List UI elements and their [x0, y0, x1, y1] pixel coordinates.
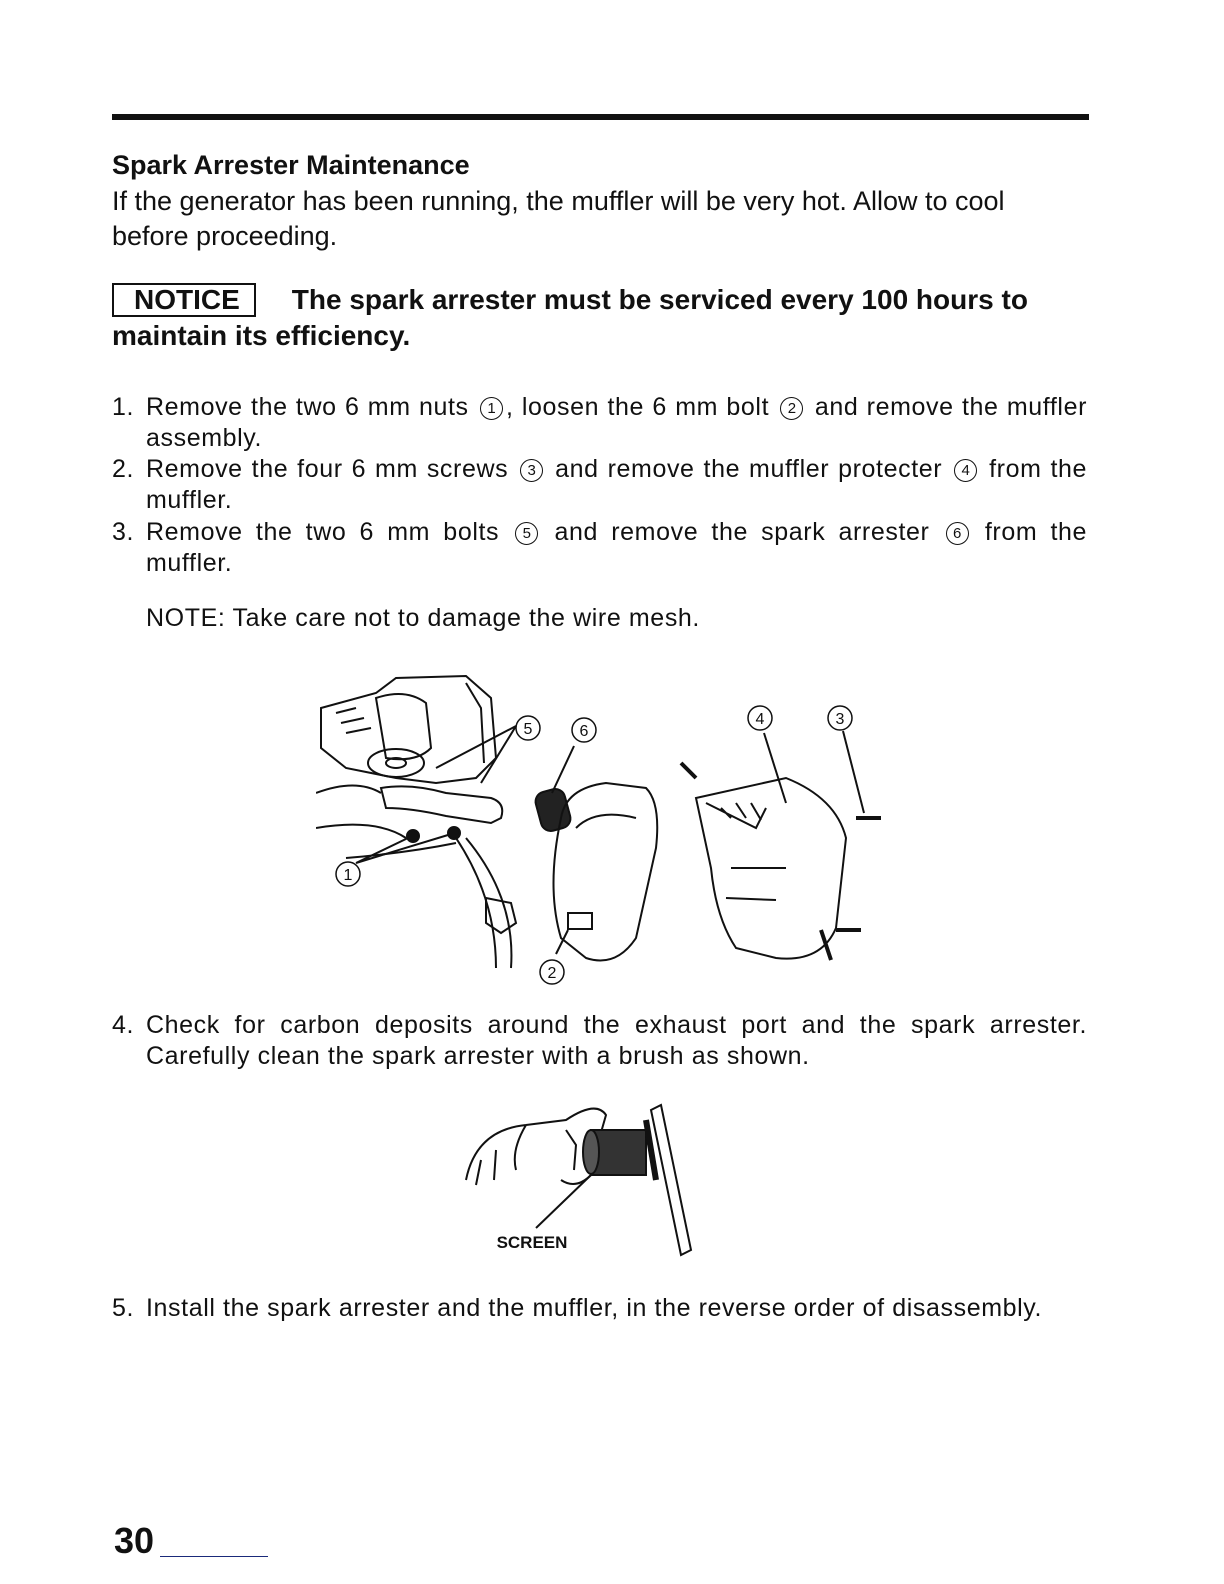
intro-paragraph: If the generator has been running, the muffler will be very hot. Allow to cool before proceeding. [112, 186, 1005, 251]
nut [407, 830, 419, 842]
muffler-disassembly-figure [316, 668, 916, 998]
figure-callout-1: 1 [343, 867, 353, 884]
screen-label: SCREEN [496, 1233, 568, 1252]
step-number: 2. [112, 455, 135, 483]
top-rule [112, 114, 1089, 120]
screw [821, 930, 831, 960]
figure-callout-3: 3 [835, 711, 845, 728]
page-number: 30 [114, 1520, 155, 1561]
exhaust-flange [368, 749, 424, 777]
figure-callout-2: 2 [547, 965, 557, 982]
figure-callout-5: 5 [523, 721, 533, 738]
step-number: 3. [112, 518, 135, 546]
step-number: 4. [112, 1011, 135, 1039]
step-3 [112, 517, 1087, 579]
brush-cleaning-figure [456, 1090, 716, 1260]
step-text: Install the spark arrester and the muffler, in the reverse order of disassembly. [146, 1294, 1043, 1322]
screw [681, 763, 696, 778]
notice-block [112, 282, 1087, 354]
section-title: Spark Arrester Maintenance [112, 150, 470, 180]
callout-1: 1 [480, 397, 503, 420]
notice-label: NOTICE [112, 283, 256, 317]
page-number-rule [160, 1556, 268, 1557]
step-text: Check for carbon deposits around the exhaust port and the spark arrester. Carefully clean the spark arrester with a brush as shown. [146, 1011, 1087, 1070]
brush [651, 1105, 691, 1255]
step-5 [112, 1293, 1087, 1324]
engine-block [321, 676, 496, 783]
figure-callout-4: 4 [755, 711, 765, 728]
callout-6: 6 [946, 522, 969, 545]
figure-callout-6: 6 [579, 723, 589, 740]
exhaust-pipe [381, 786, 502, 823]
callout-3: 3 [520, 459, 543, 482]
step-text: Remove the four 6 mm screws 3 and remove the muffler protecter 4 from the muffler. [146, 455, 1087, 514]
step-4 [112, 1010, 1087, 1072]
note-text: NOTE: Take care not to damage the wire mesh. [146, 604, 700, 632]
notice-text: The spark arrester must be serviced every 100 hours to maintain its efficiency. [112, 284, 1028, 351]
step-number: 5. [112, 1294, 135, 1322]
callout-2: 2 [780, 397, 803, 420]
spark-arrester [533, 787, 572, 833]
step-text: Remove the two 6 mm bolts 5 and remove the spark arrester 6 from the muffler. [146, 518, 1087, 577]
screen-leader [536, 1175, 591, 1228]
nut [448, 827, 460, 839]
step-number: 1. [112, 393, 135, 421]
step-text: Remove the two 6 mm nuts 1 , loosen the 6 mm bolt 2 and remove the muffler assembly. [146, 393, 1088, 452]
step-2 [112, 454, 1087, 516]
step-1 [112, 392, 1087, 454]
callout-4: 4 [954, 459, 977, 482]
callout-5: 5 [515, 522, 538, 545]
screen-cylinder [583, 1130, 646, 1175]
